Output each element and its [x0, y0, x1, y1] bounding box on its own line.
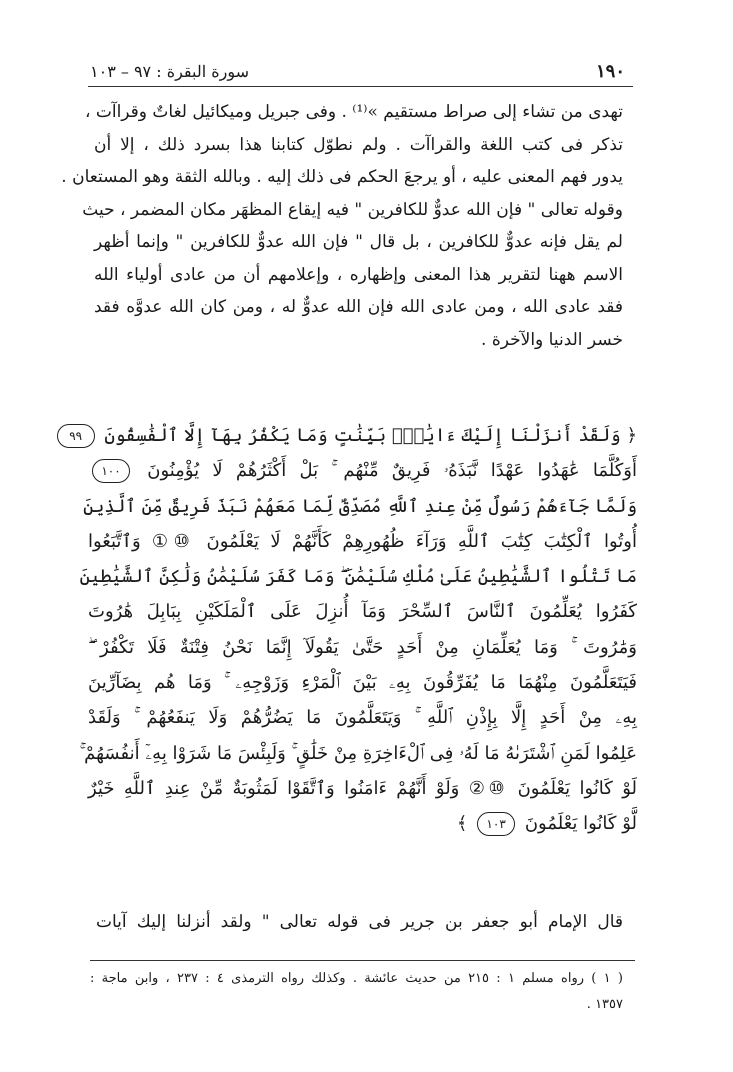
- commentary-line: تهدى من تشاء إلى صراط مستقيم »⁽¹⁾ . وفى جبريل وميكائيل لغاتٌ وقراآت ،: [84, 102, 623, 122]
- verse-text: أَوَكُلَّمَا عَٰهَدُوا عَهْدًا نَّبَذَهُۥ فَرِيقٌ مِّنْهُم ۚ بَلْ أَكْثَرُهُمْ لَا يُؤْمِنُونَ: [147, 460, 637, 482]
- verse-line: مَا تَتْلُوا ٱلشَّيَٰطِينُ عَلَىٰ مُلْكِ سُلَيْمَٰنَ ۖ وَمَا كَفَرَ سُلَيْمَٰنُ وَلَٰكِنَّ ٱلشَّيَٰطِينَ: [79, 566, 637, 588]
- verse-number-marker: ٩٩: [57, 424, 95, 448]
- footnote-line: ( ١ ) رواه مسلم ١ : ٢١٥ من حديث عائشة . وكذلك رواه الترمذى ٤ : ٢٣٧ ، وابن ماجة :: [90, 971, 623, 986]
- verse-text: لَّوْ كَانُوا يَعْلَمُونَ: [524, 813, 637, 835]
- commentary-line: فقد عادى الله ، ومن عادى الله فإن الله عدوٌّ له ، ومن كان الله عدوَّه فقد: [94, 297, 623, 317]
- page-number: ١٩٠: [595, 60, 625, 82]
- footnotes: [90, 966, 623, 1018]
- verse-line: كَفَرُوا يُعَلِّمُونَ ٱلنَّاسَ ٱلسِّحْرَ وَمَآ أُنزِلَ عَلَى ٱلْمَلَكَيْنِ بِبَابِلَ هَٰرُوتَ: [88, 601, 637, 623]
- commentary-line: وقوله تعالى " فإن الله عدوٌّ للكافرين " فيه إيقاع المظهَر مكان المضمر ، حيث: [82, 199, 623, 220]
- footnote-rule: [90, 960, 635, 961]
- footnote-line: ١٣٥٧ .: [586, 997, 623, 1012]
- page-header: [90, 58, 625, 84]
- closing-paragraph: قال الإمام أبو جعفر بن جرير فى قوله تعالى " ولقد أنزلنا إليك آيات: [96, 912, 623, 932]
- commentary-line: لم يقل فإنه عدوٌّ للكافرين ، بل قال " فإن الله عدوٌّ للكافرين " وإنما أظهر: [94, 232, 623, 252]
- verse-text: ﴿ وَلَقَدْ أَنزَلْنَا إِلَيْكَ ءَايَٰتٍۭ بَيِّنَٰتٍ وَمَا يَكْفُرُ بِهَآ إِلَّا ٱلْفَٰسِقُونَ: [104, 425, 637, 446]
- verse-line: عَلِمُوا لَمَنِ ٱشْتَرَىٰهُ مَا لَهُۥ فِى ٱلْءَاخِرَةِ مِنْ خَلَٰقٍ ۚ وَلَبِئْسَ مَا شَرَوْا بِهِۦٓ أَنفُسَهُمْ ۚ: [79, 742, 637, 764]
- verse-line: [88, 806, 637, 841]
- commentary-line: يدور فهم المعنى عليه ، أو يرجعَ الحكم فى ذلك إليه . وبالله الثقة وهو المستعان .: [61, 167, 623, 187]
- verse-line: بِهِۦ مِنْ أَحَدٍ إِلَّا بِإِذْنِ ٱللَّهِ ۚ وَيَتَعَلَّمُونَ مَا يَضُرُّهُمْ وَلَا يَنفَعُهُمْ ۚ وَلَقَدْ: [88, 707, 637, 729]
- commentary-paragraph: [61, 96, 623, 356]
- verse-line: [69, 418, 637, 453]
- verse-number-marker: ١٠٠: [92, 459, 130, 483]
- commentary-line: الاسم ههنا لتقرير هذا المعنى وإظهاره ، وإعلامهم أن من عادى أولياء الله: [94, 264, 623, 285]
- verse-number-marker: ١٠٣: [477, 812, 515, 836]
- header-rule: [88, 86, 633, 87]
- verse-line: وَمَٰرُوتَ ۚ وَمَا يُعَلِّمَانِ مِنْ أَحَدٍ حَتَّىٰ يَقُولَآ إِنَّمَا نَحْنُ فِتْنَةٌ فَلَا تَكْفُرْ ۖ: [88, 636, 637, 658]
- quran-verses-block: [69, 418, 637, 842]
- commentary-line: تذكر فى كتب اللغة والقراآت . ولم نطوّل كتابنا هذا بسرد ذلك ، إلا أن: [94, 134, 623, 155]
- verse-line: لَوْ كَانُوا يَعْلَمُونَ ⑩② وَلَوْ أَنَّهُمْ ءَامَنُوا وَٱتَّقَوْا لَمَثُوبَةٌ مِّنْ عِندِ ٱللَّهِ خَيْرٌ: [88, 777, 637, 799]
- verse-line: وَلَمَّا جَآءَهُمْ رَسُولٌ مِّنْ عِندِ ٱللَّهِ مُصَدِّقٌ لِّمَا مَعَهُمْ نَبَذَ فَرِيقٌ مِّنَ ٱلَّذِينَ: [83, 495, 637, 517]
- verse-line: أُوتُوا ٱلْكِتَٰبَ كِتَٰبَ ٱللَّهِ وَرَآءَ ظُهُورِهِمْ كَأَنَّهُمْ لَا يَعْلَمُونَ ⑩① وَٱتَّبَعُوا: [88, 530, 637, 552]
- commentary-line: خسر الدنيا والآخرة .: [481, 329, 623, 350]
- verse-line: [88, 453, 637, 488]
- verse-line: فَيَتَعَلَّمُونَ مِنْهُمَا مَا يُفَرِّقُونَ بِهِۦ بَيْنَ ٱلْمَرْءِ وَزَوْجِهِۦ ۚ وَمَا هُم بِضَآرِّينَ: [88, 672, 637, 694]
- closing-bracket: ﴾: [456, 813, 468, 835]
- running-title: سورة البقرة : ٩٧ – ١٠٣: [90, 61, 250, 81]
